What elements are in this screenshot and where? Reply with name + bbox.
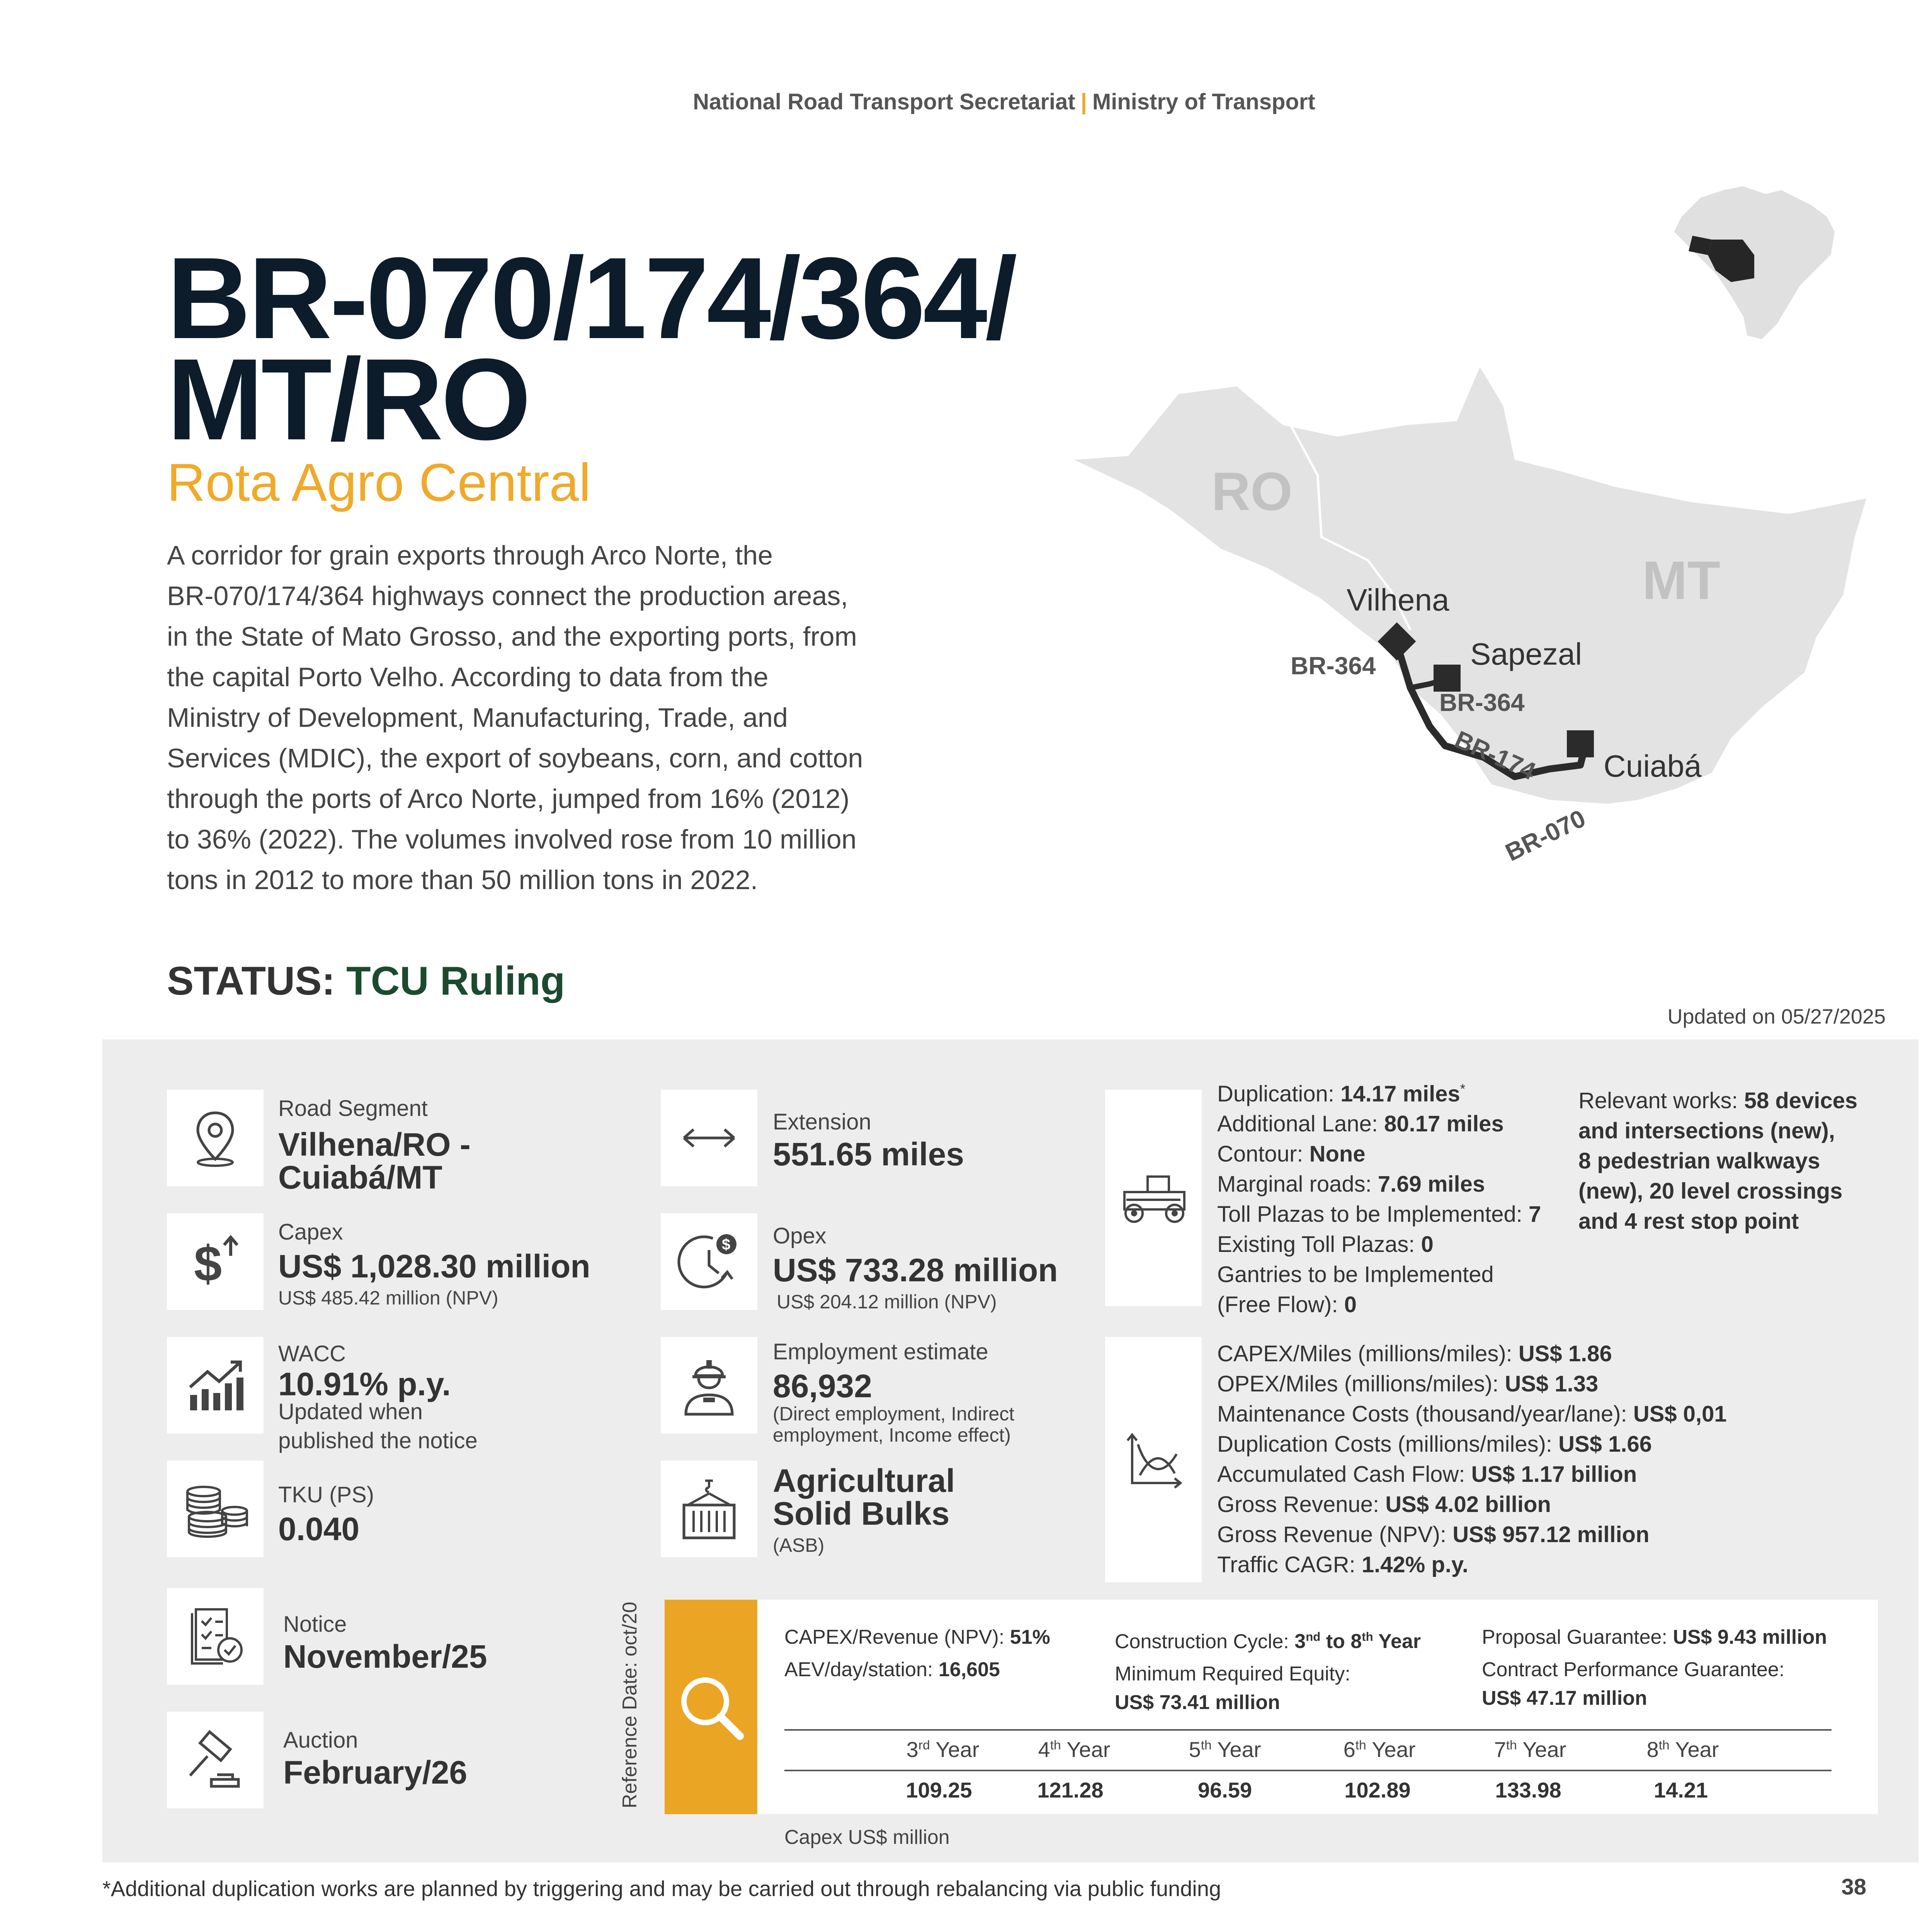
contour-value: None: [1309, 1141, 1366, 1167]
financial-label: Accumulated Cash Flow:: [1217, 1462, 1471, 1487]
roller-compactor-icon: [1105, 1090, 1202, 1306]
financial-value: US$ 1.66: [1558, 1432, 1652, 1457]
capex-revenue-row: [784, 1623, 1050, 1651]
page-number: 38: [1841, 1874, 1866, 1900]
intro-line: in the State of Mato Grosso, and the exporting ports, from: [167, 621, 857, 651]
header-separator: |: [1080, 89, 1087, 114]
gavel-icon: [167, 1712, 264, 1808]
road-label-br364-west: BR-364: [1291, 652, 1376, 680]
financial-value: US$ 957.12 million: [1452, 1522, 1650, 1547]
financial-label: Gross Revenue (NPV):: [1217, 1522, 1453, 1547]
tku-value: 0.040: [278, 1511, 360, 1547]
header-ministry: Ministry of Transport: [1092, 89, 1315, 114]
opex-label: Opex: [773, 1223, 827, 1248]
route-map: [1074, 359, 1870, 908]
card-column-1: [784, 1623, 1050, 1684]
brazil-locator-map: [1665, 182, 1839, 352]
additional-lane-value: 80.17 miles: [1384, 1111, 1504, 1137]
opex-value: US$ 733.28 million: [773, 1252, 1058, 1288]
financial-value: 1.42% p.y.: [1361, 1552, 1469, 1577]
intro-line: BR-070/174/364 highways connect the production areas,: [167, 581, 848, 611]
tku-label: TKU (PS): [278, 1482, 374, 1507]
toll-plazas-new-value: 7: [1528, 1202, 1541, 1227]
double-arrow-icon: [661, 1090, 757, 1186]
year-word: Year: [1211, 1737, 1261, 1762]
state-label-mt: MT: [1642, 550, 1721, 611]
road-segment-label: Road Segment: [278, 1096, 428, 1121]
cycle-from: 3: [1294, 1630, 1306, 1653]
year-header: [1175, 1737, 1275, 1762]
equity-value: [1115, 1688, 1421, 1717]
year-header: [893, 1737, 993, 1762]
document-check-icon: [167, 1588, 264, 1685]
contract-guarantee-amount: US$ 47.17 million: [1482, 1687, 1647, 1709]
cargo-line-1: Agricultural: [773, 1463, 955, 1499]
marginal-roads-value: 7.69 miles: [1378, 1172, 1485, 1197]
road-segment-value-line-1: Vilhena/RO -: [278, 1126, 471, 1163]
financial-label: CAPEX/Miles (millions/miles):: [1217, 1341, 1519, 1366]
year-word: Year: [1669, 1737, 1719, 1762]
year-number: 5: [1189, 1737, 1201, 1762]
cycle-to: 8: [1350, 1630, 1362, 1653]
financial-label: Gross Revenue:: [1217, 1492, 1386, 1517]
page-subtitle: Rota Agro Central: [167, 453, 591, 512]
gantries-label: (Free Flow):: [1217, 1292, 1344, 1318]
toll-plazas-new-label: Toll Plazas to be Implemented:: [1217, 1202, 1529, 1227]
financial-row: [1217, 1520, 1727, 1550]
contract-guarantee-label: Contract Performance Guarantee:: [1482, 1658, 1785, 1681]
year-word: Year: [1517, 1737, 1566, 1762]
duplication-value: 14.17 miles: [1340, 1081, 1460, 1107]
year-header: [1480, 1737, 1580, 1762]
cycle-from-suffix: nd: [1306, 1630, 1321, 1644]
opex-npv: US$ 204.12 million (NPV): [777, 1291, 997, 1313]
intro-line: to 36% (2022). The volumes involved rose from 10 million: [167, 824, 857, 854]
capex-year-value: 102.89: [1344, 1778, 1411, 1802]
year-suffix: rd: [918, 1738, 930, 1753]
proposal-guarantee-value: US$ 9.43 million: [1673, 1626, 1827, 1648]
card-accent: [665, 1600, 757, 1814]
cargo-abbr: (ASB): [773, 1534, 825, 1556]
capex-year-value: 96.59: [1197, 1778, 1252, 1802]
financial-row: [1217, 1459, 1727, 1490]
relevant-works-value-3: 8 pedestrian walkways: [1578, 1148, 1820, 1173]
growth-chart-icon: [167, 1337, 264, 1434]
extension-label: Extension: [773, 1109, 871, 1134]
updated-date: Updated on 05/27/2025: [1667, 1005, 1886, 1028]
employment-note-line-2: employment, Income effect): [773, 1424, 1011, 1446]
intro-line: tons in 2012 to more than 50 million tons in 2022.: [167, 865, 758, 895]
svg-text:$: $: [722, 1236, 731, 1253]
financial-row: [1217, 1429, 1727, 1459]
equity-label: Minimum Required Equity:: [1115, 1663, 1350, 1685]
city-label-sapezal: Sapezal: [1470, 637, 1582, 671]
relevant-works-value-4: (new), 20 level crossings: [1578, 1179, 1843, 1204]
relevant-works: [1578, 1086, 1857, 1236]
year-suffix: th: [1506, 1738, 1517, 1753]
intro-line: A corridor for grain exports through Arco Norte, the: [167, 540, 773, 570]
year-number: 4: [1038, 1737, 1050, 1762]
cost-curve-chart-icon: [1105, 1337, 1202, 1582]
city-label-cuiaba: Cuiabá: [1604, 749, 1702, 783]
cycle-year-word: Year: [1373, 1630, 1421, 1653]
capex-value: US$ 1,028.30 million: [278, 1248, 590, 1284]
capex-year-value: 121.28: [1037, 1778, 1104, 1802]
capex-table-caption: Capex US$ million: [784, 1826, 950, 1849]
relevant-works-line-5: [1578, 1206, 1857, 1236]
container-crane-icon: [661, 1461, 757, 1557]
cycle-to-suffix: th: [1362, 1630, 1373, 1644]
road-segment-value-line-2: Cuiabá/MT: [278, 1159, 442, 1196]
proposal-guarantee-label: Proposal Guarantee:: [1482, 1626, 1673, 1648]
table-top-rule: [784, 1729, 1832, 1731]
duplication-label: Duplication:: [1217, 1081, 1341, 1107]
aev-row: [784, 1655, 1050, 1684]
notice-label: Notice: [283, 1612, 347, 1637]
financial-value: US$ 1.86: [1518, 1341, 1612, 1366]
duplication-footnote-mark: *: [1460, 1082, 1466, 1097]
title-line-1: BR-070/174/364/: [167, 233, 1015, 363]
year-number: 3: [906, 1737, 918, 1762]
wacc-value: 10.91% p.y.: [278, 1366, 451, 1402]
year-suffix: th: [1201, 1738, 1212, 1753]
capex-npv: US$ 485.42 million (NPV): [278, 1287, 498, 1309]
gantries-row-1: Gantries to be Implemented: [1217, 1262, 1494, 1287]
marginal-roads-row: [1217, 1169, 1541, 1199]
location-pin-icon: [167, 1090, 264, 1186]
coin-stacks-icon: [167, 1461, 264, 1557]
status-label: STATUS:: [167, 959, 335, 1003]
wacc-note-line-1: Updated when: [278, 1399, 423, 1424]
gantries-row-2: [1217, 1290, 1541, 1320]
aev-label: AEV/day/station:: [784, 1658, 939, 1681]
table-mid-rule: [784, 1770, 1832, 1771]
capex-year-value: 109.25: [906, 1778, 972, 1802]
wacc-note-line-2: published the notice: [278, 1428, 478, 1453]
extension-value: 551.65 miles: [773, 1136, 964, 1172]
financial-value: US$ 4.02 billion: [1385, 1492, 1551, 1517]
card-column-3: [1482, 1623, 1827, 1713]
road-label-br070: BR-070: [1501, 804, 1590, 867]
year-number: 7: [1494, 1737, 1506, 1762]
title-line-2: MT/RO: [167, 334, 529, 464]
relevant-works-value-5: and 4 rest stop point: [1578, 1209, 1799, 1234]
worker-icon: [661, 1337, 757, 1434]
magnifier-icon: [674, 1670, 748, 1744]
capex-year-value: 133.98: [1495, 1778, 1561, 1802]
year-word: Year: [1061, 1737, 1111, 1762]
road-label-br364-east: BR-364: [1439, 689, 1525, 716]
auction-label: Auction: [283, 1728, 358, 1753]
relevant-works-value-1: 58 devices: [1744, 1088, 1858, 1113]
equity-amount: US$ 73.41 million: [1115, 1691, 1280, 1714]
status-line: [167, 958, 565, 1004]
intro-line: Services (MDIC), the export of soybeans, corn, and cotton: [167, 743, 863, 773]
construction-cycle-label: Construction Cycle:: [1115, 1630, 1295, 1653]
financials-list: [1217, 1339, 1727, 1580]
year-suffix: th: [1658, 1738, 1670, 1753]
works-list: [1217, 1074, 1541, 1320]
additional-lane-label: Additional Lane:: [1217, 1111, 1384, 1137]
intro-line: the capital Porto Velho. According to data from the: [167, 662, 769, 692]
year-number: 6: [1343, 1737, 1355, 1762]
financial-label: Duplication Costs (millions/miles):: [1217, 1432, 1559, 1457]
intro-line: Ministry of Development, Manufacturing, Trade, and: [167, 702, 788, 733]
contour-row: [1217, 1139, 1541, 1169]
cycle-to-word: to: [1320, 1630, 1351, 1653]
year-word: Year: [930, 1737, 980, 1762]
relevant-works-line-2: [1578, 1116, 1857, 1146]
page-header: [0, 89, 1932, 115]
page-title: [167, 233, 1133, 464]
financial-label: Maintenance Costs (thousand/year/lane):: [1217, 1401, 1633, 1427]
toll-plazas-existing-value: 0: [1421, 1232, 1434, 1257]
capex-revenue-value: 51%: [1010, 1626, 1050, 1648]
svg-text:$: $: [194, 1235, 222, 1291]
reference-date: Reference Date: oct/20: [619, 1602, 641, 1808]
financial-row: [1217, 1399, 1727, 1429]
year-header: [1633, 1737, 1733, 1762]
relevant-works-label: Relevant works:: [1578, 1088, 1744, 1113]
gantries-value: 0: [1344, 1292, 1357, 1318]
financial-value: US$ 1.33: [1505, 1371, 1599, 1396]
duplication-row: [1217, 1074, 1541, 1109]
notice-value: November/25: [283, 1638, 487, 1675]
contour-label: Contour:: [1217, 1141, 1310, 1167]
auction-value: February/26: [283, 1754, 468, 1791]
relevant-works-value-2: and intersections (new),: [1578, 1118, 1835, 1143]
capex-label: Capex: [278, 1219, 343, 1245]
financial-row: [1217, 1490, 1727, 1520]
financial-row: [1217, 1369, 1727, 1399]
cuiaba-marker: [1567, 730, 1594, 757]
financial-label: OPEX/Miles (millions/miles):: [1217, 1371, 1505, 1396]
financial-row: [1217, 1550, 1727, 1580]
mato-grosso-highlight: [1708, 240, 1754, 282]
relevant-works-line-3: [1578, 1146, 1857, 1176]
financial-row: [1217, 1339, 1727, 1369]
proposal-guarantee-row: [1482, 1623, 1827, 1651]
additional-lane-row: [1217, 1109, 1541, 1139]
city-label-vilhena: Vilhena: [1347, 583, 1449, 617]
footnote: *Additional duplication works are planned by triggering and may be carried out through rebalancing via public funding: [102, 1876, 1221, 1901]
financial-label: Traffic CAGR:: [1217, 1552, 1362, 1577]
year-suffix: th: [1355, 1738, 1366, 1753]
toll-plazas-existing-row: [1217, 1230, 1541, 1260]
employment-value: 86,932: [773, 1368, 872, 1404]
relevant-works-line-1: [1578, 1086, 1857, 1116]
aev-value: 16,605: [938, 1658, 1000, 1681]
marginal-roads-label: Marginal roads:: [1217, 1172, 1378, 1197]
employment-note-line-1: (Direct employment, Indirect: [773, 1403, 1015, 1425]
intro-paragraph: [167, 535, 978, 900]
financial-value: US$ 0,01: [1633, 1401, 1727, 1427]
intro-line: through the ports of Arco Norte, jumped from 16% (2012): [167, 784, 850, 814]
year-word: Year: [1366, 1737, 1416, 1762]
contract-guarantee-value: [1482, 1684, 1827, 1713]
year-header: [1329, 1737, 1430, 1762]
road-label-br174: BR-174: [1451, 725, 1540, 786]
employment-label: Employment estimate: [773, 1339, 988, 1364]
year-header: [1024, 1737, 1124, 1762]
year-suffix: th: [1050, 1738, 1061, 1753]
clock-dollar-icon: [661, 1213, 757, 1310]
dollar-up-icon: [167, 1213, 264, 1310]
capex-revenue-label: CAPEX/Revenue (NPV):: [784, 1626, 1010, 1648]
state-label-ro: RO: [1211, 461, 1293, 522]
card-column-2: [1115, 1623, 1421, 1717]
sapezal-marker: [1434, 665, 1461, 692]
status-value: TCU Ruling: [346, 959, 565, 1003]
year-number: 8: [1646, 1737, 1659, 1762]
header-secretariat: National Road Transport Secretariat: [693, 89, 1075, 114]
toll-plazas-existing-label: Existing Toll Plazas:: [1217, 1232, 1421, 1257]
capex-year-value: 14.21: [1653, 1778, 1708, 1802]
relevant-works-line-4: [1578, 1176, 1857, 1206]
construction-cycle-row: [1115, 1623, 1421, 1656]
financial-value: US$ 1.17 billion: [1471, 1462, 1637, 1487]
wacc-label: WACC: [278, 1341, 346, 1366]
cargo-line-2: Solid Bulks: [773, 1495, 950, 1532]
toll-plazas-new-row: [1217, 1199, 1541, 1230]
